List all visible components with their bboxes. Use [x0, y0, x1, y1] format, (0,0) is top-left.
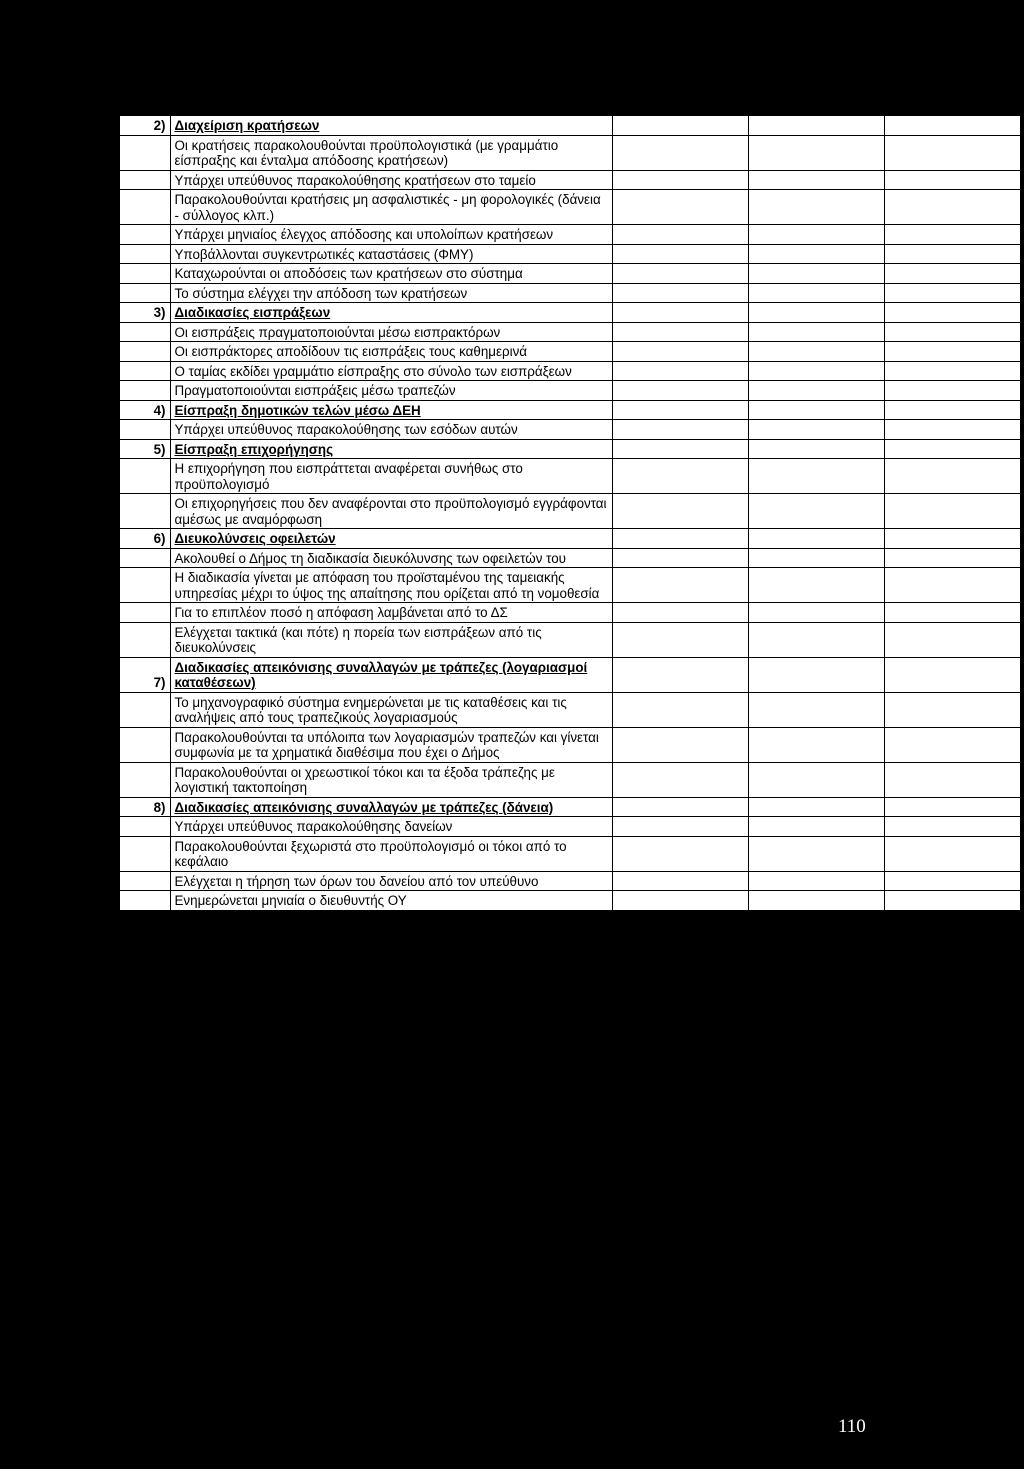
- answer-cell: [748, 381, 884, 401]
- checklist-item-text: Οι εισπράκτορες αποδίδουν τις εισπράξεις τους καθημερινά: [170, 342, 612, 362]
- answer-cell: [748, 420, 884, 440]
- section-title: Διαδικασίες εισπράξεων: [170, 303, 612, 323]
- item-number-cell: [120, 283, 170, 303]
- item-number-cell: [120, 548, 170, 568]
- checklist-item-text: Παρακολουθούνται οι χρεωστικοί τόκοι και τα έξοδα τράπεζης με λογιστική τακτοποίηση: [170, 762, 612, 797]
- answer-cell: [748, 762, 884, 797]
- answer-cell: [884, 244, 1020, 264]
- checklist-item-row: [120, 568, 1020, 603]
- answer-cell: [748, 568, 884, 603]
- checklist-item-text: Οι επιχορηγήσεις που δεν αναφέρονται στο προϋπολογισμό εγγράφονται αμέσως με αναμόρφωση: [170, 494, 612, 529]
- item-number-cell: [120, 603, 170, 623]
- section-title: Διαδικασίες απεικόνισης συναλλαγών με τράπεζες (λογαριασμοί καταθέσεων): [170, 657, 612, 692]
- item-number-cell: [120, 322, 170, 342]
- section-header-row: [120, 657, 1020, 692]
- answer-cell: [748, 548, 884, 568]
- audit-checklist-table: [120, 116, 1020, 911]
- checklist-item-row: [120, 190, 1020, 225]
- section-header-row: [120, 303, 1020, 323]
- answer-cell: [884, 303, 1020, 323]
- item-number-cell: [120, 190, 170, 225]
- answer-cell: [748, 244, 884, 264]
- checklist-item-text: Ενημερώνεται μηνιαία ο διευθυντής ΟΥ: [170, 891, 612, 911]
- answer-cell: [748, 283, 884, 303]
- answer-cell: [612, 548, 748, 568]
- checklist-item-text: Για το επιπλέον ποσό η απόφαση λαμβάνεται από το ΔΣ: [170, 603, 612, 623]
- checklist-item-text: Παρακολουθούνται τα υπόλοιπα των λογαριασμών τραπεζών και γίνεται συμφωνία με τα χρηματικά διαθέσιμα που έχει ο Δήμος: [170, 727, 612, 762]
- section-header-row: [120, 439, 1020, 459]
- checklist-item-row: [120, 225, 1020, 245]
- answer-cell: [884, 727, 1020, 762]
- answer-cell: [884, 459, 1020, 494]
- answer-cell: [884, 225, 1020, 245]
- answer-cell: [612, 836, 748, 871]
- checklist-item-text: Πραγματοποιούνται εισπράξεις μέσω τραπεζών: [170, 381, 612, 401]
- answer-cell: [612, 342, 748, 362]
- answer-cell: [612, 116, 748, 135]
- answer-cell: [884, 116, 1020, 135]
- item-number-cell: [120, 622, 170, 657]
- answer-cell: [748, 170, 884, 190]
- checklist-item-row: [120, 135, 1020, 170]
- item-number-cell: [120, 692, 170, 727]
- item-number-cell: [120, 225, 170, 245]
- answer-cell: [748, 817, 884, 837]
- answer-cell: [884, 494, 1020, 529]
- answer-cell: [612, 603, 748, 623]
- answer-cell: [748, 657, 884, 692]
- answer-cell: [612, 657, 748, 692]
- checklist-item-text: Παρακολουθούνται ξεχωριστά στο προϋπολογισμό οι τόκοι από το κεφάλαιο: [170, 836, 612, 871]
- section-header-row: [120, 529, 1020, 549]
- item-number-cell: [120, 420, 170, 440]
- checklist-item-row: [120, 264, 1020, 284]
- checklist-item-row: [120, 322, 1020, 342]
- answer-cell: [748, 322, 884, 342]
- item-number-cell: [120, 170, 170, 190]
- answer-cell: [612, 303, 748, 323]
- answer-cell: [612, 494, 748, 529]
- answer-cell: [748, 225, 884, 245]
- answer-cell: [748, 727, 884, 762]
- answer-cell: [612, 225, 748, 245]
- answer-cell: [612, 135, 748, 170]
- item-number-cell: [120, 891, 170, 911]
- item-number-cell: [120, 871, 170, 891]
- checklist-item-text: Η επιχορήγηση που εισπράττεται αναφέρεται συνήθως στο προϋπολογισμό: [170, 459, 612, 494]
- answer-cell: [884, 420, 1020, 440]
- checklist-item-row: [120, 342, 1020, 362]
- item-number-cell: [120, 762, 170, 797]
- answer-cell: [748, 494, 884, 529]
- checklist-item-text: Ο ταμίας εκδίδει γραμμάτιο είσπραξης στο σύνολο των εισπράξεων: [170, 361, 612, 381]
- checklist-item-row: [120, 361, 1020, 381]
- answer-cell: [748, 116, 884, 135]
- checklist-item-text: Υπάρχει υπεύθυνος παρακολούθησης των εσόδων αυτών: [170, 420, 612, 440]
- answer-cell: [884, 381, 1020, 401]
- answer-cell: [884, 622, 1020, 657]
- answer-cell: [748, 692, 884, 727]
- answer-cell: [612, 529, 748, 549]
- answer-cell: [884, 657, 1020, 692]
- answer-cell: [612, 244, 748, 264]
- answer-cell: [748, 361, 884, 381]
- answer-cell: [612, 762, 748, 797]
- answer-cell: [612, 891, 748, 911]
- answer-cell: [748, 459, 884, 494]
- checklist-item-row: [120, 548, 1020, 568]
- item-number-cell: [120, 135, 170, 170]
- answer-cell: [748, 871, 884, 891]
- answer-cell: [884, 797, 1020, 817]
- item-number-cell: [120, 361, 170, 381]
- checklist-item-text: Υπάρχει μηνιαίος έλεγχος απόδοσης και υπολοίπων κρατήσεων: [170, 225, 612, 245]
- answer-cell: [748, 439, 884, 459]
- checklist-item-text: Οι εισπράξεις πραγματοποιούνται μέσω εισπρακτόρων: [170, 322, 612, 342]
- checklist-item-row: [120, 494, 1020, 529]
- answer-cell: [748, 836, 884, 871]
- answer-cell: [612, 381, 748, 401]
- checklist-item-row: [120, 420, 1020, 440]
- section-header-row: [120, 797, 1020, 817]
- checklist-item-row: [120, 622, 1020, 657]
- checklist-item-row: [120, 603, 1020, 623]
- section-number: 6): [120, 529, 170, 549]
- section-number: 8): [120, 797, 170, 817]
- answer-cell: [612, 361, 748, 381]
- answer-cell: [884, 762, 1020, 797]
- answer-cell: [884, 548, 1020, 568]
- answer-cell: [884, 264, 1020, 284]
- answer-cell: [612, 568, 748, 603]
- item-number-cell: [120, 494, 170, 529]
- checklist-item-row: [120, 727, 1020, 762]
- answer-cell: [884, 361, 1020, 381]
- checklist-page: [120, 116, 1020, 911]
- answer-cell: [748, 891, 884, 911]
- answer-cell: [884, 190, 1020, 225]
- checklist-item-row: [120, 170, 1020, 190]
- checklist-item-text: Υπάρχει υπεύθυνος παρακολούθησης δανείων: [170, 817, 612, 837]
- checklist-item-text: Υποβάλλονται συγκεντρωτικές καταστάσεις (ΦΜΥ): [170, 244, 612, 264]
- page-number: 110: [838, 1416, 866, 1437]
- answer-cell: [748, 303, 884, 323]
- item-number-cell: [120, 264, 170, 284]
- item-number-cell: [120, 836, 170, 871]
- answer-cell: [612, 190, 748, 225]
- item-number-cell: [120, 244, 170, 264]
- section-number: 2): [120, 116, 170, 135]
- answer-cell: [612, 692, 748, 727]
- answer-cell: [612, 170, 748, 190]
- checklist-body: [120, 116, 1020, 910]
- answer-cell: [612, 322, 748, 342]
- answer-cell: [612, 622, 748, 657]
- checklist-item-text: Το μηχανογραφικό σύστημα ενημερώνεται με τις καταθέσεις και τις αναλήψεις από τους τραπεζικούς λογαριασμούς: [170, 692, 612, 727]
- section-number: 3): [120, 303, 170, 323]
- checklist-item-row: [120, 836, 1020, 871]
- answer-cell: [884, 342, 1020, 362]
- checklist-item-text: Ελέγχεται τακτικά (και πότε) η πορεία των εισπράξεων από τις διευκολύνσεις: [170, 622, 612, 657]
- answer-cell: [748, 400, 884, 420]
- section-title: Διευκολύνσεις οφειλετών: [170, 529, 612, 549]
- answer-cell: [884, 692, 1020, 727]
- checklist-item-row: [120, 762, 1020, 797]
- checklist-item-text: Το σύστημα ελέγχει την απόδοση των κρατήσεων: [170, 283, 612, 303]
- checklist-item-row: [120, 891, 1020, 911]
- checklist-item-row: [120, 459, 1020, 494]
- checklist-item-row: [120, 381, 1020, 401]
- answer-cell: [612, 459, 748, 494]
- answer-cell: [884, 170, 1020, 190]
- checklist-item-text: Η διαδικασία γίνεται με απόφαση του προϊσταμένου της ταμειακής υπηρεσίας μέχρι το ύψος της απαίτησης που ορίζεται από τη νομοθεσία: [170, 568, 612, 603]
- checklist-item-row: [120, 692, 1020, 727]
- answer-cell: [612, 439, 748, 459]
- answer-cell: [884, 529, 1020, 549]
- section-number: 5): [120, 439, 170, 459]
- answer-cell: [884, 568, 1020, 603]
- item-number-cell: [120, 342, 170, 362]
- answer-cell: [884, 400, 1020, 420]
- answer-cell: [748, 190, 884, 225]
- answer-cell: [884, 817, 1020, 837]
- item-number-cell: [120, 568, 170, 603]
- section-header-row: [120, 116, 1020, 135]
- checklist-item-row: [120, 283, 1020, 303]
- section-title: Είσπραξη επιχορήγησης: [170, 439, 612, 459]
- answer-cell: [884, 283, 1020, 303]
- item-number-cell: [120, 381, 170, 401]
- answer-cell: [884, 322, 1020, 342]
- checklist-item-text: Οι κρατήσεις παρακολουθούνται προϋπολογιστικά (με γραμμάτιο είσπραξης και ένταλμα απόδοσης κρατήσεων): [170, 135, 612, 170]
- answer-cell: [612, 264, 748, 284]
- answer-cell: [748, 529, 884, 549]
- item-number-cell: [120, 817, 170, 837]
- checklist-item-text: Παρακολουθούνται κρατήσεις μη ασφαλιστικές - μη φορολογικές (δάνεια - σύλλογος κλπ.): [170, 190, 612, 225]
- item-number-cell: [120, 727, 170, 762]
- item-number-cell: [120, 459, 170, 494]
- checklist-item-text: Καταχωρούνται οι αποδόσεις των κρατήσεων στο σύστημα: [170, 264, 612, 284]
- answer-cell: [884, 891, 1020, 911]
- section-title: Διαδικασίες απεικόνισης συναλλαγών με τράπεζες (δάνεια): [170, 797, 612, 817]
- checklist-item-text: Ελέγχεται η τήρηση των όρων του δανείου από τον υπεύθυνο: [170, 871, 612, 891]
- answer-cell: [612, 420, 748, 440]
- answer-cell: [612, 727, 748, 762]
- checklist-item-row: [120, 244, 1020, 264]
- section-title: Είσπραξη δημοτικών τελών μέσω ΔΕΗ: [170, 400, 612, 420]
- answer-cell: [612, 871, 748, 891]
- checklist-item-text: Ακολουθεί ο Δήμος τη διαδικασία διευκόλυνσης των οφειλετών του: [170, 548, 612, 568]
- answer-cell: [884, 603, 1020, 623]
- answer-cell: [748, 603, 884, 623]
- answer-cell: [884, 439, 1020, 459]
- answer-cell: [748, 622, 884, 657]
- section-number: 7): [120, 657, 170, 692]
- answer-cell: [748, 264, 884, 284]
- section-header-row: [120, 400, 1020, 420]
- answer-cell: [884, 836, 1020, 871]
- answer-cell: [748, 342, 884, 362]
- answer-cell: [748, 797, 884, 817]
- answer-cell: [612, 400, 748, 420]
- answer-cell: [612, 797, 748, 817]
- checklist-item-row: [120, 871, 1020, 891]
- answer-cell: [884, 135, 1020, 170]
- answer-cell: [748, 135, 884, 170]
- section-title: Διαχείριση κρατήσεων: [170, 116, 612, 135]
- section-number: 4): [120, 400, 170, 420]
- answer-cell: [612, 817, 748, 837]
- checklist-item-row: [120, 817, 1020, 837]
- answer-cell: [612, 283, 748, 303]
- answer-cell: [884, 871, 1020, 891]
- checklist-item-text: Υπάρχει υπεύθυνος παρακολούθησης κρατήσεων στο ταμείο: [170, 170, 612, 190]
